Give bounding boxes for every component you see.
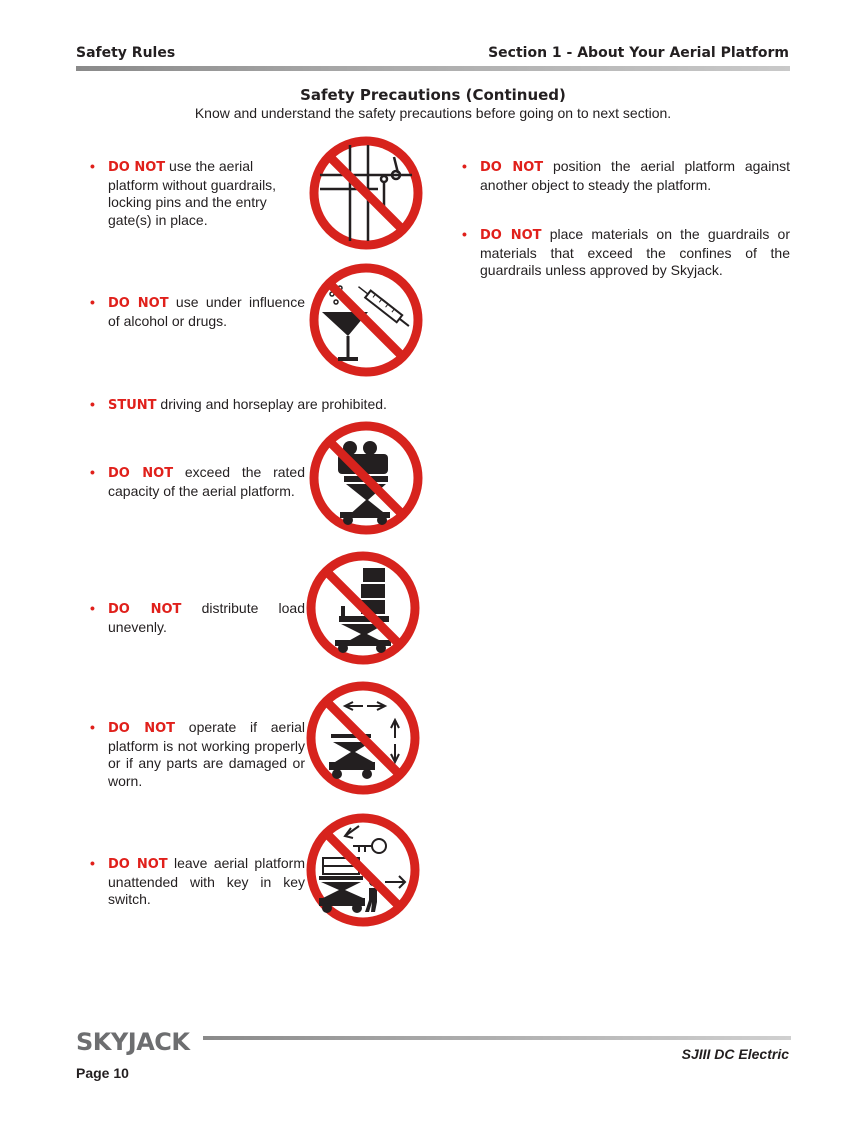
safety-item-uneven-load: [90, 600, 306, 636]
item-keyword: DO NOT: [108, 160, 166, 175]
safety-item-key: [90, 855, 305, 909]
uneven-load-prohibited-icon: [305, 550, 421, 666]
bullet-icon: •: [90, 396, 95, 412]
item-keyword: DO NOT: [108, 466, 174, 481]
model-name: SJIII DC Electric: [681, 1046, 789, 1062]
item-keyword: STUNT: [108, 398, 157, 413]
bullet-icon: •: [90, 158, 95, 174]
item-keyword: DO NOT: [480, 160, 544, 175]
bullet-icon: •: [90, 600, 95, 616]
item-text: position the aerial platform against another object to steady the platform.: [480, 158, 791, 193]
logo-text: SKYJACK: [76, 1028, 190, 1056]
alcohol-drugs-prohibited-icon: [308, 262, 424, 378]
bullet-icon: •: [90, 294, 95, 310]
item-keyword: DO NOT: [108, 721, 176, 736]
safety-item-materials: [462, 226, 790, 280]
safety-item-position: [462, 158, 791, 194]
safety-item-capacity: [90, 464, 305, 500]
item-keyword: DO NOT: [108, 602, 182, 617]
bullet-icon: •: [90, 464, 95, 480]
footer-rule: [203, 1036, 791, 1040]
damaged-platform-prohibited-icon: [305, 680, 421, 796]
item-keyword: DO NOT: [480, 228, 542, 243]
bullet-icon: •: [462, 158, 467, 174]
skyjack-logo: [76, 1028, 189, 1056]
item-text: use under influence of alcohol or drugs.: [108, 294, 305, 329]
header-section-title: Section 1 - About Your Aerial Platform: [488, 45, 789, 61]
guardrail-pins-prohibited-icon: [308, 135, 424, 251]
page-subtitle: Know and understand the safety precautions before going on to next section.: [194, 105, 672, 121]
bullet-icon: •: [90, 855, 95, 871]
item-text: operate if aerial platform is not working properly or if any parts are damaged or worn.: [108, 719, 305, 789]
header-section-name: Safety Rules: [76, 45, 176, 61]
item-text: distribute load unevenly.: [108, 600, 306, 635]
item-text: driving and horseplay are prohibited.: [156, 396, 387, 412]
safety-item-guardrails: [90, 158, 305, 229]
page-title: Safety Precautions (Continued): [300, 86, 566, 104]
item-keyword: DO NOT: [108, 296, 169, 311]
bullet-icon: •: [90, 719, 95, 735]
item-text: place materials on the guardrails or materials that exceed the confines of the guardrails unless approved by Skyjack.: [480, 226, 790, 278]
item-keyword: DO NOT: [108, 857, 168, 872]
page-number: Page 10: [76, 1065, 129, 1081]
safety-item-alcohol: [90, 294, 305, 330]
overload-prohibited-icon: [308, 420, 424, 536]
safety-item-stunt: [90, 396, 428, 415]
header-rule: [76, 66, 790, 71]
key-unattended-prohibited-icon: [305, 812, 421, 928]
item-text: exceed the rated capacity of the aerial platform.: [108, 464, 305, 499]
item-text: leave aerial platform unattended with key in key switch.: [108, 855, 305, 907]
item-text: use the aerial platform without guardrails, locking pins and the entry gate(s) in place.: [108, 158, 277, 228]
bullet-icon: •: [462, 226, 467, 242]
safety-item-damaged: [90, 719, 305, 790]
